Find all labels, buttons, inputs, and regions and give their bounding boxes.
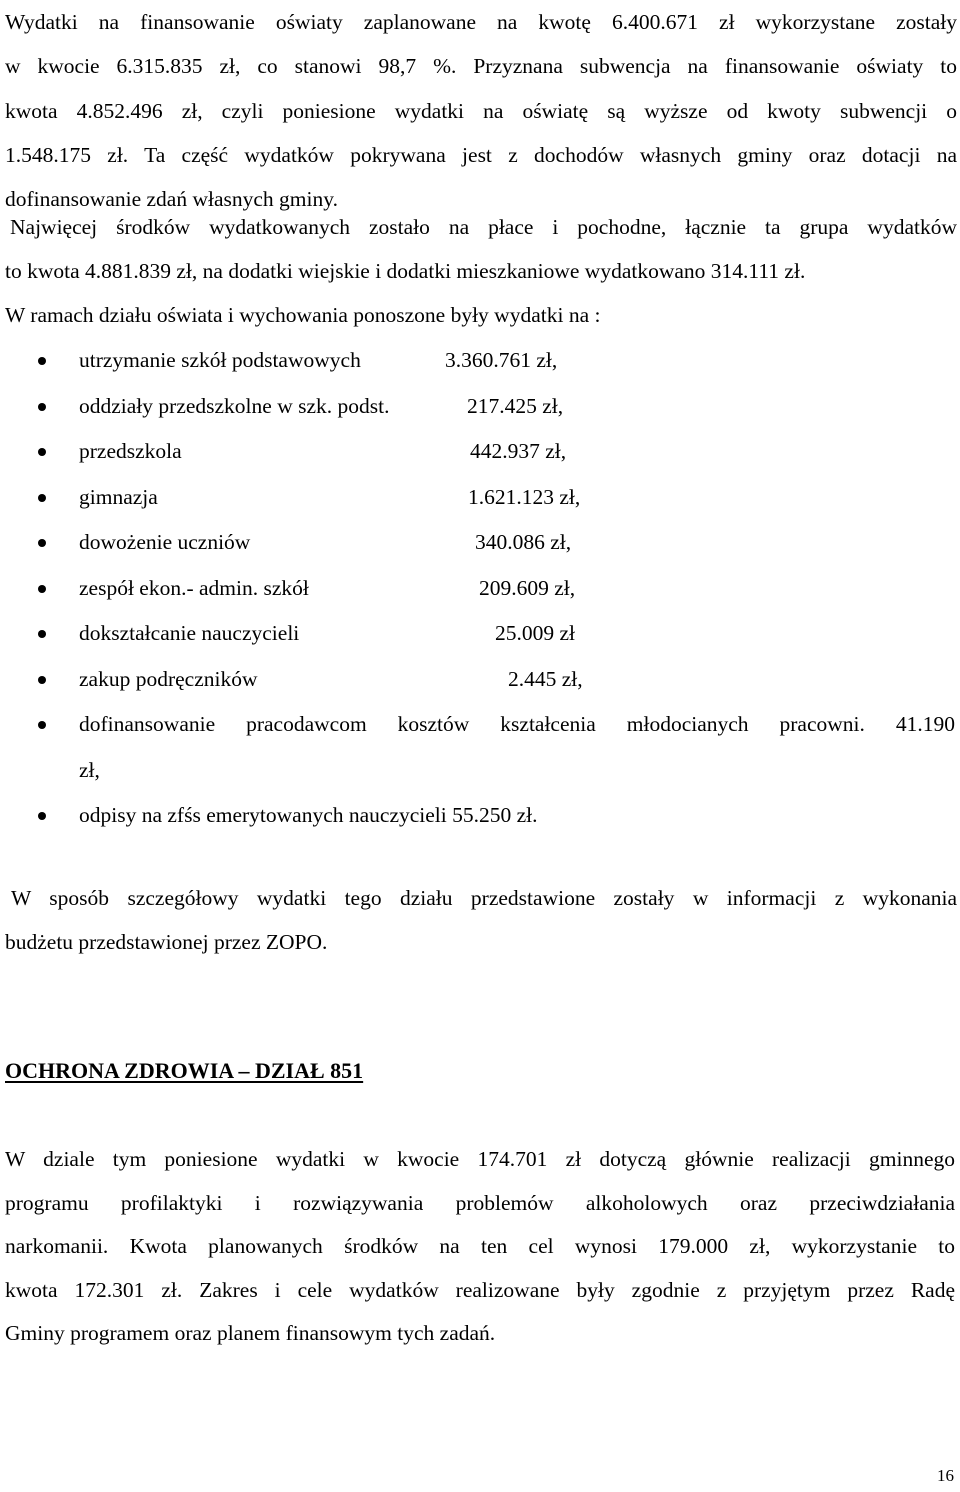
expense-amount: 1.621.123 zł, xyxy=(468,484,581,509)
bullet-icon xyxy=(38,403,46,411)
list-item xyxy=(0,429,960,475)
list-item xyxy=(0,475,960,521)
list-item xyxy=(0,338,960,384)
list-item xyxy=(0,657,960,703)
text-line: Gminy programem oraz planem finansowym tych zadań. xyxy=(5,1321,496,1346)
expense-text-line: dofinansowanie pracodawcom kosztów kształcenia młodocianych pracowni. 41.190 xyxy=(79,712,955,736)
page-number: 16 xyxy=(937,1466,954,1485)
bullet-icon xyxy=(38,357,46,365)
bullet-icon xyxy=(38,539,46,547)
expense-amount: 2.445 zł, xyxy=(508,666,583,691)
bullet-icon xyxy=(38,676,46,684)
text-line: narkomanii. Kwota planowanych środków na ten cel wynosi 179.000 zł, wykorzystanie to xyxy=(5,1234,955,1259)
text-line: kwota 172.301 zł. Zakres i cele wydatków realizowane były zgodnie z przyjętym przez Radę xyxy=(5,1277,955,1302)
expense-text xyxy=(79,702,955,793)
expense-amount: 442.937 zł, xyxy=(470,439,567,463)
expense-label: dokształcanie nauczycieli xyxy=(79,621,300,645)
text-line: to kwota 4.881.839 zł, na dodatki wiejskie i dodatki mieszkaniowe wydatkowano 314.111 zł. xyxy=(5,259,806,283)
text-line: Wydatki na finansowanie oświaty zaplanowane na kwotę 6.400.671 zł wykorzystane zostały xyxy=(5,10,957,34)
expense-list xyxy=(0,338,960,839)
text-line: w kwocie 6.315.835 zł, co stanowi 98,7 %. Przyznana subwencja na finansowanie oświaty to xyxy=(5,54,957,79)
expense-amount: 340.086 zł, xyxy=(475,530,572,554)
paragraph-details-reference xyxy=(5,876,957,964)
expense-amount: 209.609 zł, xyxy=(479,575,576,600)
expense-label: przedszkola xyxy=(79,439,182,463)
list-item xyxy=(0,702,960,793)
list-item xyxy=(0,611,960,657)
text-line: Najwięcej środków wydatkowanych zostało na płace i pochodne, łącznie ta grupa wydatków xyxy=(10,215,957,239)
text-line: W dziale tym poniesione wydatki w kwocie 174.701 zł dotyczą głównie realizacji gminnego xyxy=(5,1147,955,1171)
expense-label: zakup podręczników xyxy=(79,666,258,691)
text-line: programu profilaktyki i rozwiązywania problemów alkoholowych oraz przeciwdziałania xyxy=(5,1190,955,1215)
expense-label: gimnazja xyxy=(79,484,158,509)
bullet-icon xyxy=(38,494,46,502)
text-line: budżetu przedstawionej przez ZOPO. xyxy=(5,930,328,954)
expense-amount: 3.360.761 zł, xyxy=(445,348,558,372)
expense-label: odpisy na zfśs emerytowanych nauczycieli 55.250 zł. xyxy=(79,803,538,827)
expense-label: utrzymanie szkół podstawowych xyxy=(79,348,361,372)
expense-label: zespół ekon.- admin. szkół xyxy=(79,575,309,600)
text-line: W sposób szczegółowy wydatki tego działu przedstawione zostały w informacji z wykonania xyxy=(11,886,957,910)
section-heading: OCHRONA ZDROWIA – DZIAŁ 851 xyxy=(5,1058,364,1083)
bullet-icon xyxy=(38,721,46,729)
bullet-icon xyxy=(38,630,46,638)
paragraph-health-care xyxy=(5,1138,955,1356)
list-item xyxy=(0,793,960,839)
expense-label: dowożenie uczniów xyxy=(79,530,251,554)
text-line: dofinansowanie zdań własnych gminy. xyxy=(5,187,338,212)
expense-label: oddziały przedszkolne w szk. podst. xyxy=(79,393,390,418)
bullet-icon xyxy=(38,812,46,820)
list-item xyxy=(0,384,960,430)
expense-amount: 25.009 zł xyxy=(495,621,576,645)
text-line: kwota 4.852.496 zł, czyli poniesione wydatki na oświatę są wyższe od kwoty subwencji o xyxy=(5,98,957,123)
paragraph-salaries xyxy=(5,205,957,293)
paragraph-list-intro: W ramach działu oświata i wychowania ponoszone były wydatki na : xyxy=(5,303,601,327)
expense-text-line: zł, xyxy=(79,757,100,782)
bullet-icon xyxy=(38,585,46,593)
list-item xyxy=(0,566,960,612)
list-item xyxy=(0,520,960,566)
expense-amount: 217.425 zł, xyxy=(467,393,564,418)
paragraph-education-summary xyxy=(5,0,957,221)
bullet-icon xyxy=(38,448,46,456)
text-line: 1.548.175 zł. Ta część wydatków pokrywana jest z dochodów własnych gminy oraz dotacji na xyxy=(5,142,957,167)
